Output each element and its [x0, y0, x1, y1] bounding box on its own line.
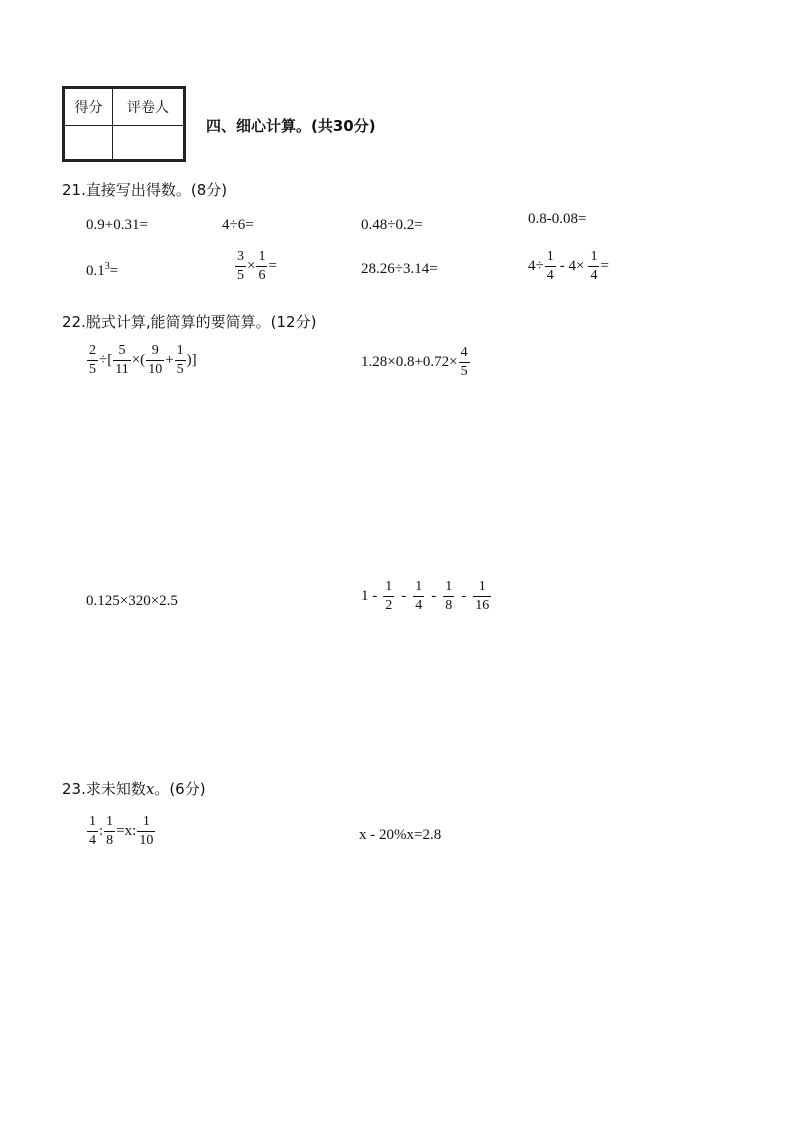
operator: - 4× [559, 258, 585, 274]
operator: =x: [116, 823, 137, 839]
denominator: 4 [89, 833, 96, 848]
score-box [62, 86, 186, 162]
q22-expr-1 [86, 344, 197, 377]
operator: ×( [131, 352, 146, 368]
denominator: 5 [237, 268, 244, 283]
q23-eq-2: x - 20%x=2.8 [359, 827, 442, 843]
denominator: 6 [258, 268, 266, 283]
q21-item-6 [234, 250, 277, 283]
denominator: 2 [385, 598, 393, 613]
q21-title: 21.直接写出得数。(8分) [62, 181, 228, 199]
numerator: 1 [89, 814, 96, 829]
operator: - [431, 588, 437, 604]
q21-item-3: 0.48÷0.2= [361, 217, 423, 233]
numerator: 1 [546, 249, 554, 264]
q21-item-2: 4÷6= [222, 217, 254, 233]
equals: = [268, 258, 277, 274]
numerator: 9 [151, 343, 159, 358]
fraction [137, 815, 155, 848]
operator: 1.28×0.8+0.72× [361, 354, 458, 370]
fraction [588, 250, 599, 283]
q21-item-8 [528, 250, 609, 283]
grader-header: 评卷人 [112, 89, 183, 126]
fraction [256, 250, 267, 283]
q22-expr-4 [361, 580, 492, 613]
denominator: 5 [176, 362, 184, 377]
fraction [87, 344, 98, 377]
denominator: 10 [139, 833, 154, 848]
denominator: 8 [106, 833, 114, 848]
q21-item-4: 0.8-0.08= [528, 211, 587, 227]
score-cell [65, 126, 113, 160]
q22-title: 22.脱式计算,能简算的要简算。(12分) [62, 313, 317, 331]
denominator: 5 [460, 364, 468, 379]
operator: ÷[ [99, 352, 113, 368]
fraction [113, 344, 130, 377]
fraction [459, 346, 470, 379]
numerator: 3 [237, 249, 244, 264]
denominator: 4 [546, 268, 554, 283]
numerator: 1 [478, 579, 486, 594]
denominator: 16 [475, 598, 490, 613]
numerator: 1 [385, 579, 393, 594]
operator: × [247, 258, 256, 274]
q23-title-prefix: 23.求未知数 [62, 780, 146, 798]
fraction [146, 344, 164, 377]
denominator: 11 [115, 362, 129, 377]
numerator: 4 [460, 345, 468, 360]
numerator: 5 [118, 343, 126, 358]
q21-item-5-base: 0.1 [86, 263, 105, 279]
numerator: 1 [142, 814, 150, 829]
operator: + [165, 352, 174, 368]
numerator: 1 [258, 249, 266, 264]
fraction [235, 250, 246, 283]
fraction [443, 580, 454, 613]
numerator: 1 [415, 579, 423, 594]
q23-title-var: x [145, 780, 155, 798]
numerator: 1 [590, 249, 598, 264]
operator: 4÷ [528, 258, 544, 274]
fraction [87, 815, 98, 848]
numerator: 2 [89, 343, 96, 358]
operator: - [461, 588, 467, 604]
q23-eq-1 [86, 815, 156, 848]
denominator: 8 [445, 598, 453, 613]
fraction [413, 580, 424, 613]
q21-item-5-eq: = [109, 263, 119, 279]
q23-title-suffix: 。(6分) [154, 780, 206, 798]
numerator: 1 [445, 579, 453, 594]
operator: : [99, 823, 104, 839]
section-title: 四、细心计算。(共30分) [206, 117, 376, 135]
q21-item-5-exp: 3 [104, 261, 110, 272]
equals: = [600, 258, 609, 274]
grader-cell [112, 126, 183, 160]
q22-expr-3: 0.125×320×2.5 [86, 593, 178, 609]
denominator: 4 [590, 268, 598, 283]
fraction [473, 580, 491, 613]
denominator: 5 [89, 362, 96, 377]
fraction [545, 250, 556, 283]
denominator: 4 [415, 598, 423, 613]
operator: )] [186, 352, 197, 368]
operator: - [401, 588, 407, 604]
denominator: 10 [148, 362, 163, 377]
operator: 1 - [361, 588, 378, 604]
q21-item-1: 0.9+0.31= [86, 217, 148, 233]
numerator: 1 [176, 343, 184, 358]
q22-expr-2 [361, 346, 471, 379]
q21-item-5 [86, 261, 118, 280]
fraction [104, 815, 115, 848]
score-header: 得分 [65, 89, 113, 126]
q23-title [62, 778, 206, 799]
numerator: 1 [106, 814, 114, 829]
fraction [383, 580, 394, 613]
fraction [175, 344, 186, 377]
q21-item-7: 28.26÷3.14= [361, 261, 438, 277]
